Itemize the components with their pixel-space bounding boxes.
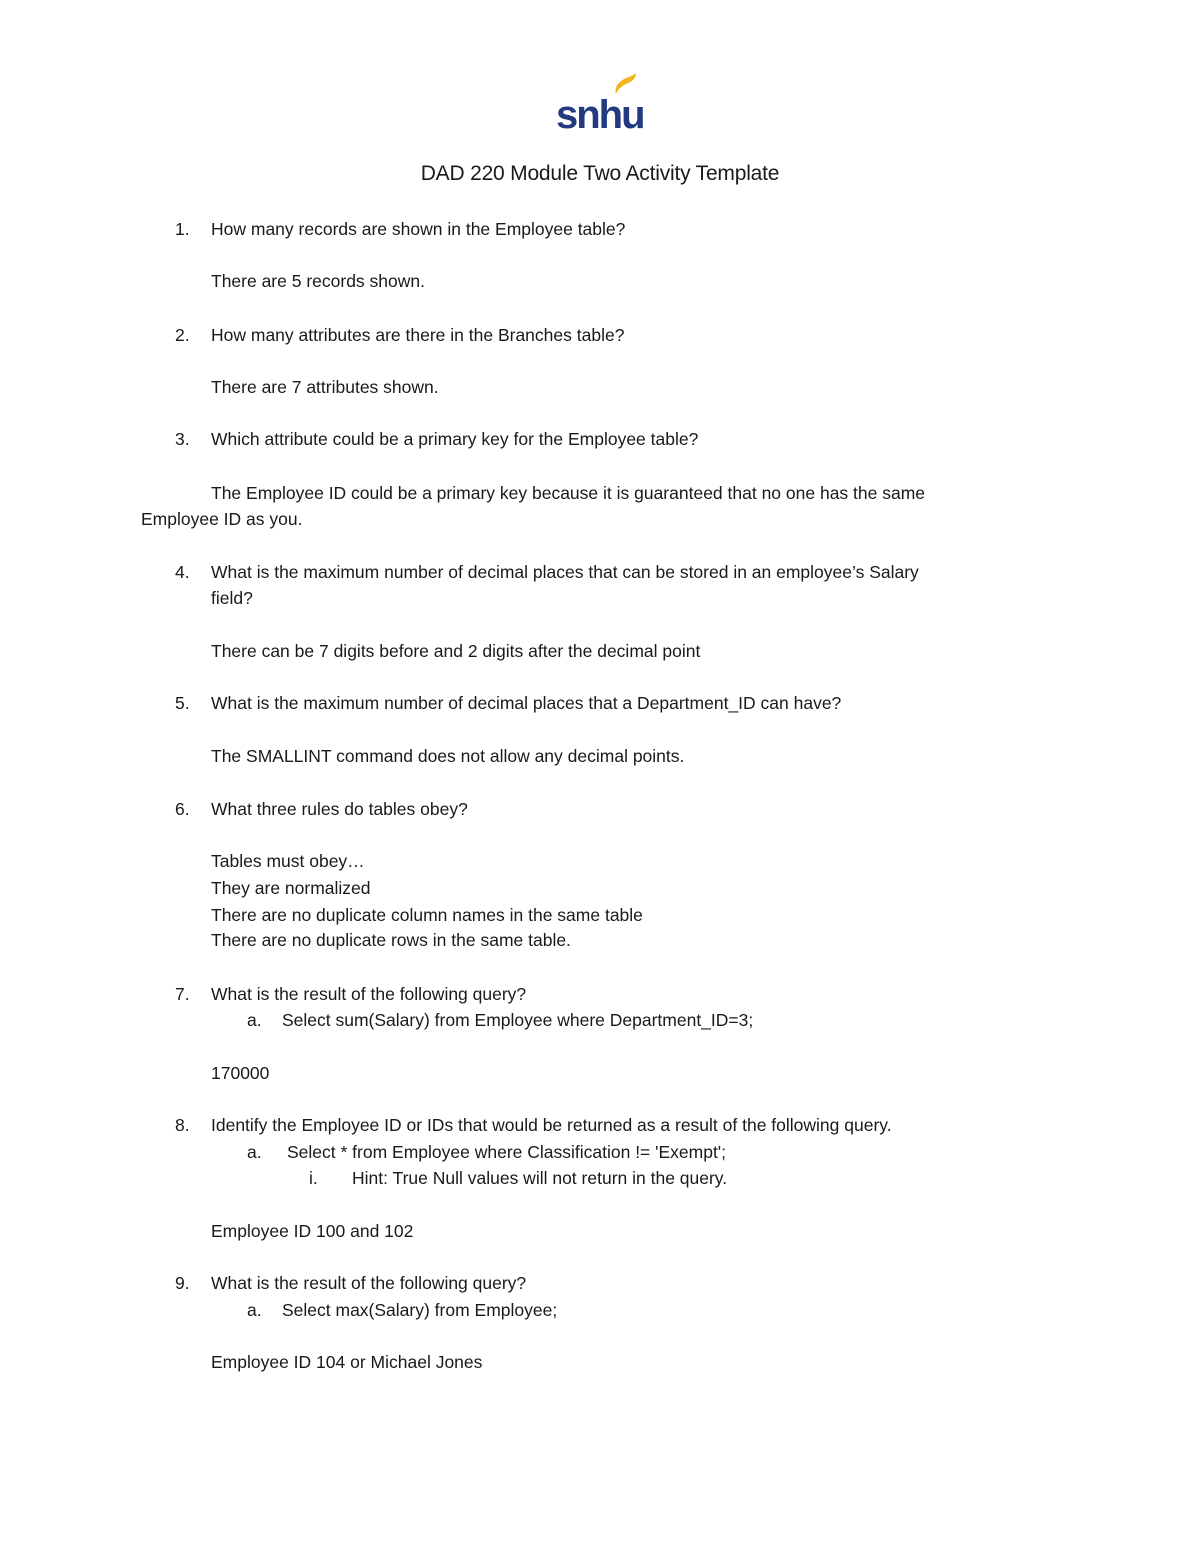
q6-answer-3: There are no duplicate rows in the same table.	[211, 930, 571, 950]
q7-sub-marker: a.	[247, 1010, 262, 1030]
q8-question: Identify the Employee ID or IDs that would be returned as a result of the following query.	[211, 1115, 892, 1135]
q3-number: 3.	[175, 429, 190, 449]
flame-icon	[616, 73, 636, 94]
q6-answer-0: Tables must obey…	[211, 851, 365, 871]
logo-text: snhu	[556, 93, 644, 134]
q5-answer: The SMALLINT command does not allow any decimal points.	[211, 746, 685, 766]
q4-answer: There can be 7 digits before and 2 digits after the decimal point	[211, 641, 701, 661]
q7-question: What is the result of the following query?	[211, 984, 527, 1004]
q9-question: What is the result of the following query?	[211, 1273, 527, 1293]
q6-answer-1: They are normalized	[211, 878, 371, 898]
q5-question: What is the maximum number of decimal places that a Department_ID can have?	[211, 693, 842, 713]
q8-subsub: Hint: True Null values will not return in the query.	[352, 1168, 728, 1188]
q7-number: 7.	[175, 984, 190, 1004]
q1-question: How many records are shown in the Employee table?	[211, 219, 626, 239]
q8-subsub-marker: i.	[309, 1168, 318, 1188]
q8-answer: Employee ID 100 and 102	[211, 1221, 414, 1241]
snhu-logo	[554, 72, 644, 134]
q2-number: 2.	[175, 325, 190, 345]
q3-answer-line1: The Employee ID could be a primary key because it is guaranteed that no one has the same	[211, 483, 926, 503]
q9-number: 9.	[175, 1273, 190, 1293]
q6-question: What three rules do tables obey?	[211, 799, 468, 819]
q6-number: 6.	[175, 799, 190, 819]
q9-sub: Select max(Salary) from Employee;	[282, 1300, 558, 1320]
q2-question: How many attributes are there in the Branches table?	[211, 325, 625, 345]
q8-sub: Select * from Employee where Classification != 'Exempt';	[287, 1142, 727, 1162]
q6-answer-2: There are no duplicate column names in the same table	[211, 905, 643, 925]
q1-number: 1.	[175, 219, 190, 239]
q3-answer-line2: Employee ID as you.	[141, 509, 303, 529]
q9-answer: Employee ID 104 or Michael Jones	[211, 1352, 483, 1372]
q8-number: 8.	[175, 1115, 190, 1135]
q4-question-line1: What is the maximum number of decimal places that can be stored in an employee’s Salary	[211, 562, 919, 582]
q5-number: 5.	[175, 693, 190, 713]
q8-sub-marker: a.	[247, 1142, 262, 1162]
q1-answer: There are 5 records shown.	[211, 271, 425, 291]
q4-question-line2: field?	[211, 588, 253, 608]
q7-sub: Select sum(Salary) from Employee where Department_ID=3;	[282, 1010, 754, 1030]
page-title: DAD 220 Module Two Activity Template	[420, 162, 780, 185]
q3-question: Which attribute could be a primary key for the Employee table?	[211, 429, 699, 449]
q9-sub-marker: a.	[247, 1300, 262, 1320]
q2-answer: There are 7 attributes shown.	[211, 377, 439, 397]
q4-number: 4.	[175, 562, 190, 582]
q7-answer: 170000	[211, 1063, 270, 1083]
